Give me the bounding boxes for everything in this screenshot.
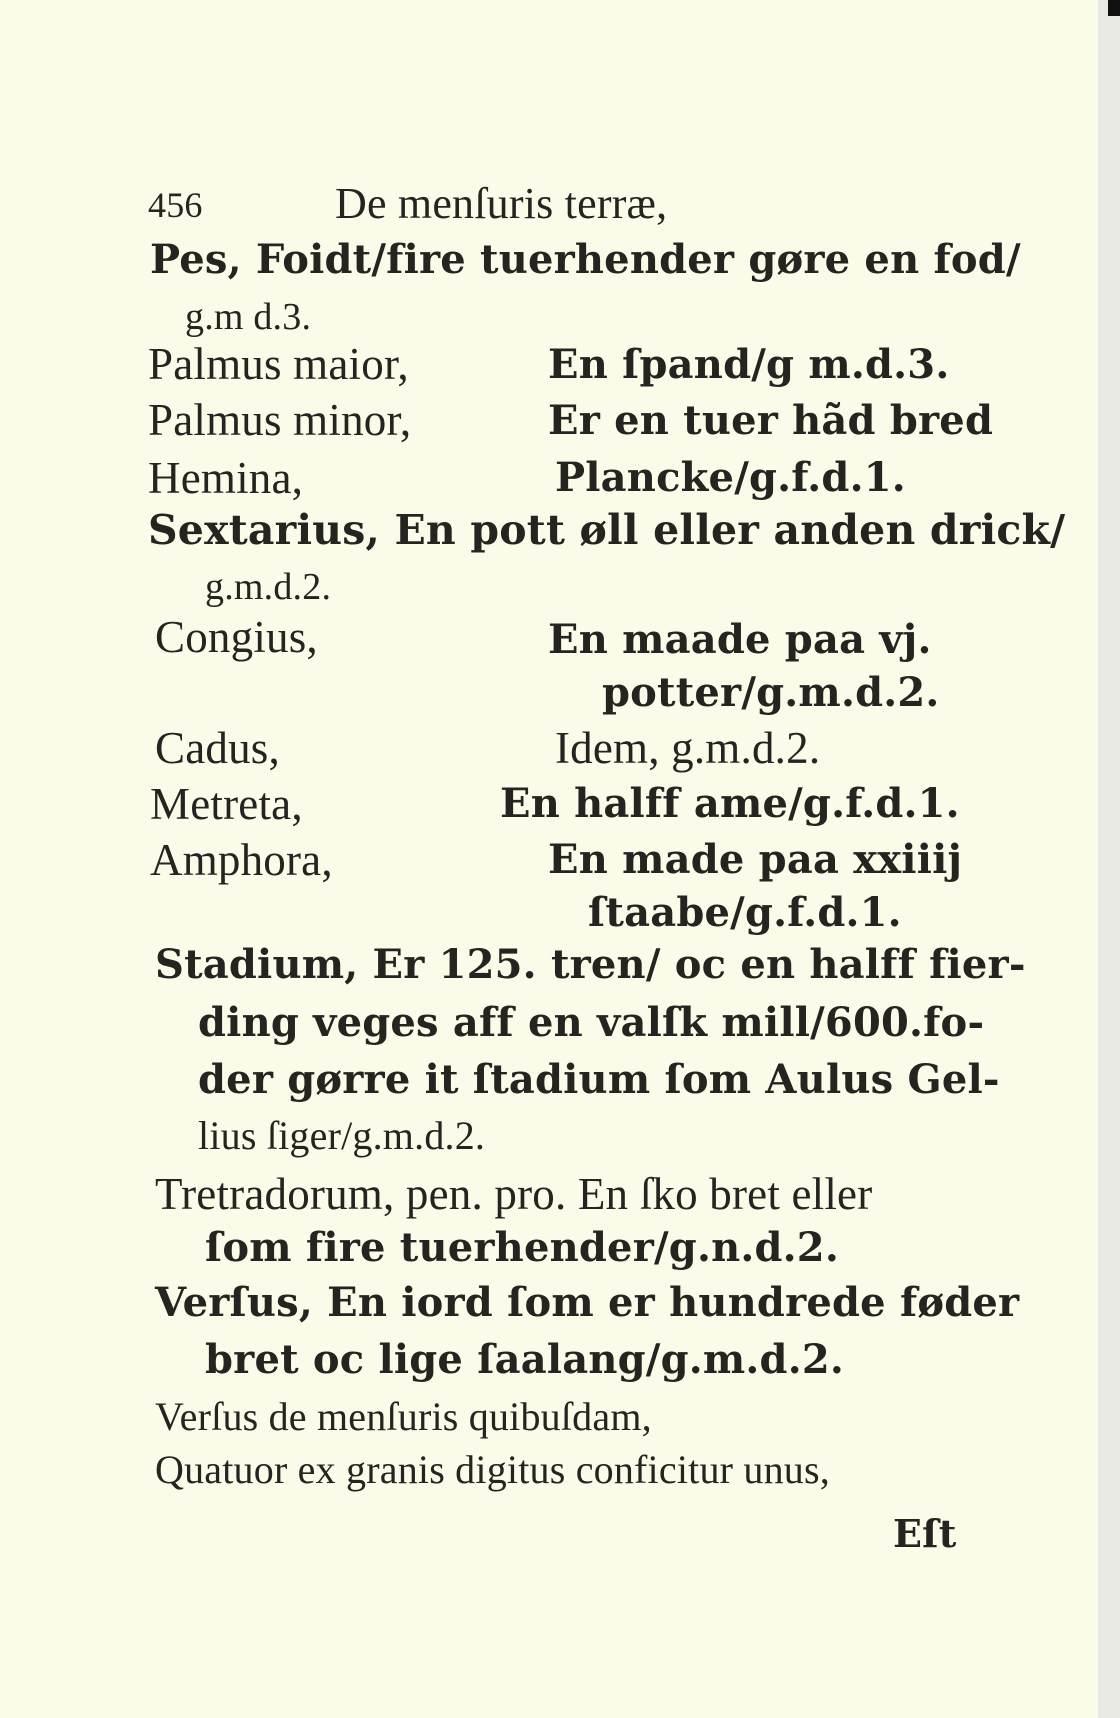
entry-sextarius-line-2: g.m.d.2. — [205, 566, 332, 608]
entry-tretradorum-line-1: Tretradorum, pen. pro. En ſko bret eller — [155, 1169, 873, 1219]
entry-palmus-maior-term: Palmus maior, — [148, 339, 409, 389]
entry-hemina-def: Plancke/g.f.d.1. — [555, 454, 906, 501]
entry-metreta-def: En halff ame/g.f.d.1. — [500, 780, 960, 827]
entry-stadium-line-4: lius ſiger/g.m.d.2. — [198, 1113, 486, 1158]
entry-cadus-def: Idem, g.m.d.2. — [555, 723, 821, 773]
entry-amphora-term: Amphora, — [150, 835, 333, 885]
entry-versus-line-2: bret oc lige ſaalang/g.m.d.2. — [205, 1336, 845, 1383]
entry-amphora-def-line-2: ſtaabe/g.f.d.1. — [588, 889, 902, 936]
entry-stadium-line-2: ding veges aff en valſk mill/600.fo- — [198, 999, 985, 1046]
entry-congius-term: Congius, — [155, 612, 318, 662]
entry-congius-def-line-2: potter/g.m.d.2. — [602, 669, 940, 716]
entry-versus-line-1: Verſus, En iord ſom er hundrede føder — [155, 1279, 1020, 1326]
entry-palmus-minor-def: Er en tuer hãd bred — [548, 397, 994, 444]
entry-tretradorum-line-2: ſom fire tuerhender/g.n.d.2. — [205, 1224, 839, 1271]
entry-pes-line-2: g.m d.3. — [185, 296, 312, 338]
entry-stadium-line-1: Stadium, Er 125. tren/ oc en halff fier- — [155, 941, 1026, 988]
entry-stadium-line-3: der gørre it ſtadium ſom Aulus Gel- — [198, 1056, 1000, 1103]
entry-cadus-term: Cadus, — [155, 723, 280, 773]
entry-congius-def-line-1: En maade paa vj. — [548, 616, 932, 663]
page-number: 456 — [148, 185, 203, 225]
entry-palmus-maior-def: En ſpand/g m.d.3. — [548, 341, 950, 388]
entry-hemina-term: Hemina, — [148, 453, 304, 503]
entry-pes-line-1: Pes, Foidt/fire tuerhender gøre en fod/ — [150, 236, 1021, 283]
verse-line-quatuor: Quatuor ex granis digitus conficitur unus, — [155, 1447, 830, 1492]
entry-amphora-def-line-1: En made paa xxiiij — [548, 836, 963, 883]
catchword: Eſt — [893, 1511, 957, 1556]
entry-metreta-term: Metreta, — [150, 779, 303, 829]
verse-heading: Verſus de menſuris quibuſdam, — [155, 1394, 652, 1439]
entry-sextarius-line-1: Sextarius, En pott øll eller anden drick/ — [148, 506, 1066, 554]
scan-edge-mark — [1108, 0, 1120, 16]
running-title: De menſuris terræ, — [335, 179, 668, 228]
entry-palmus-minor-term: Palmus minor, — [148, 395, 412, 445]
